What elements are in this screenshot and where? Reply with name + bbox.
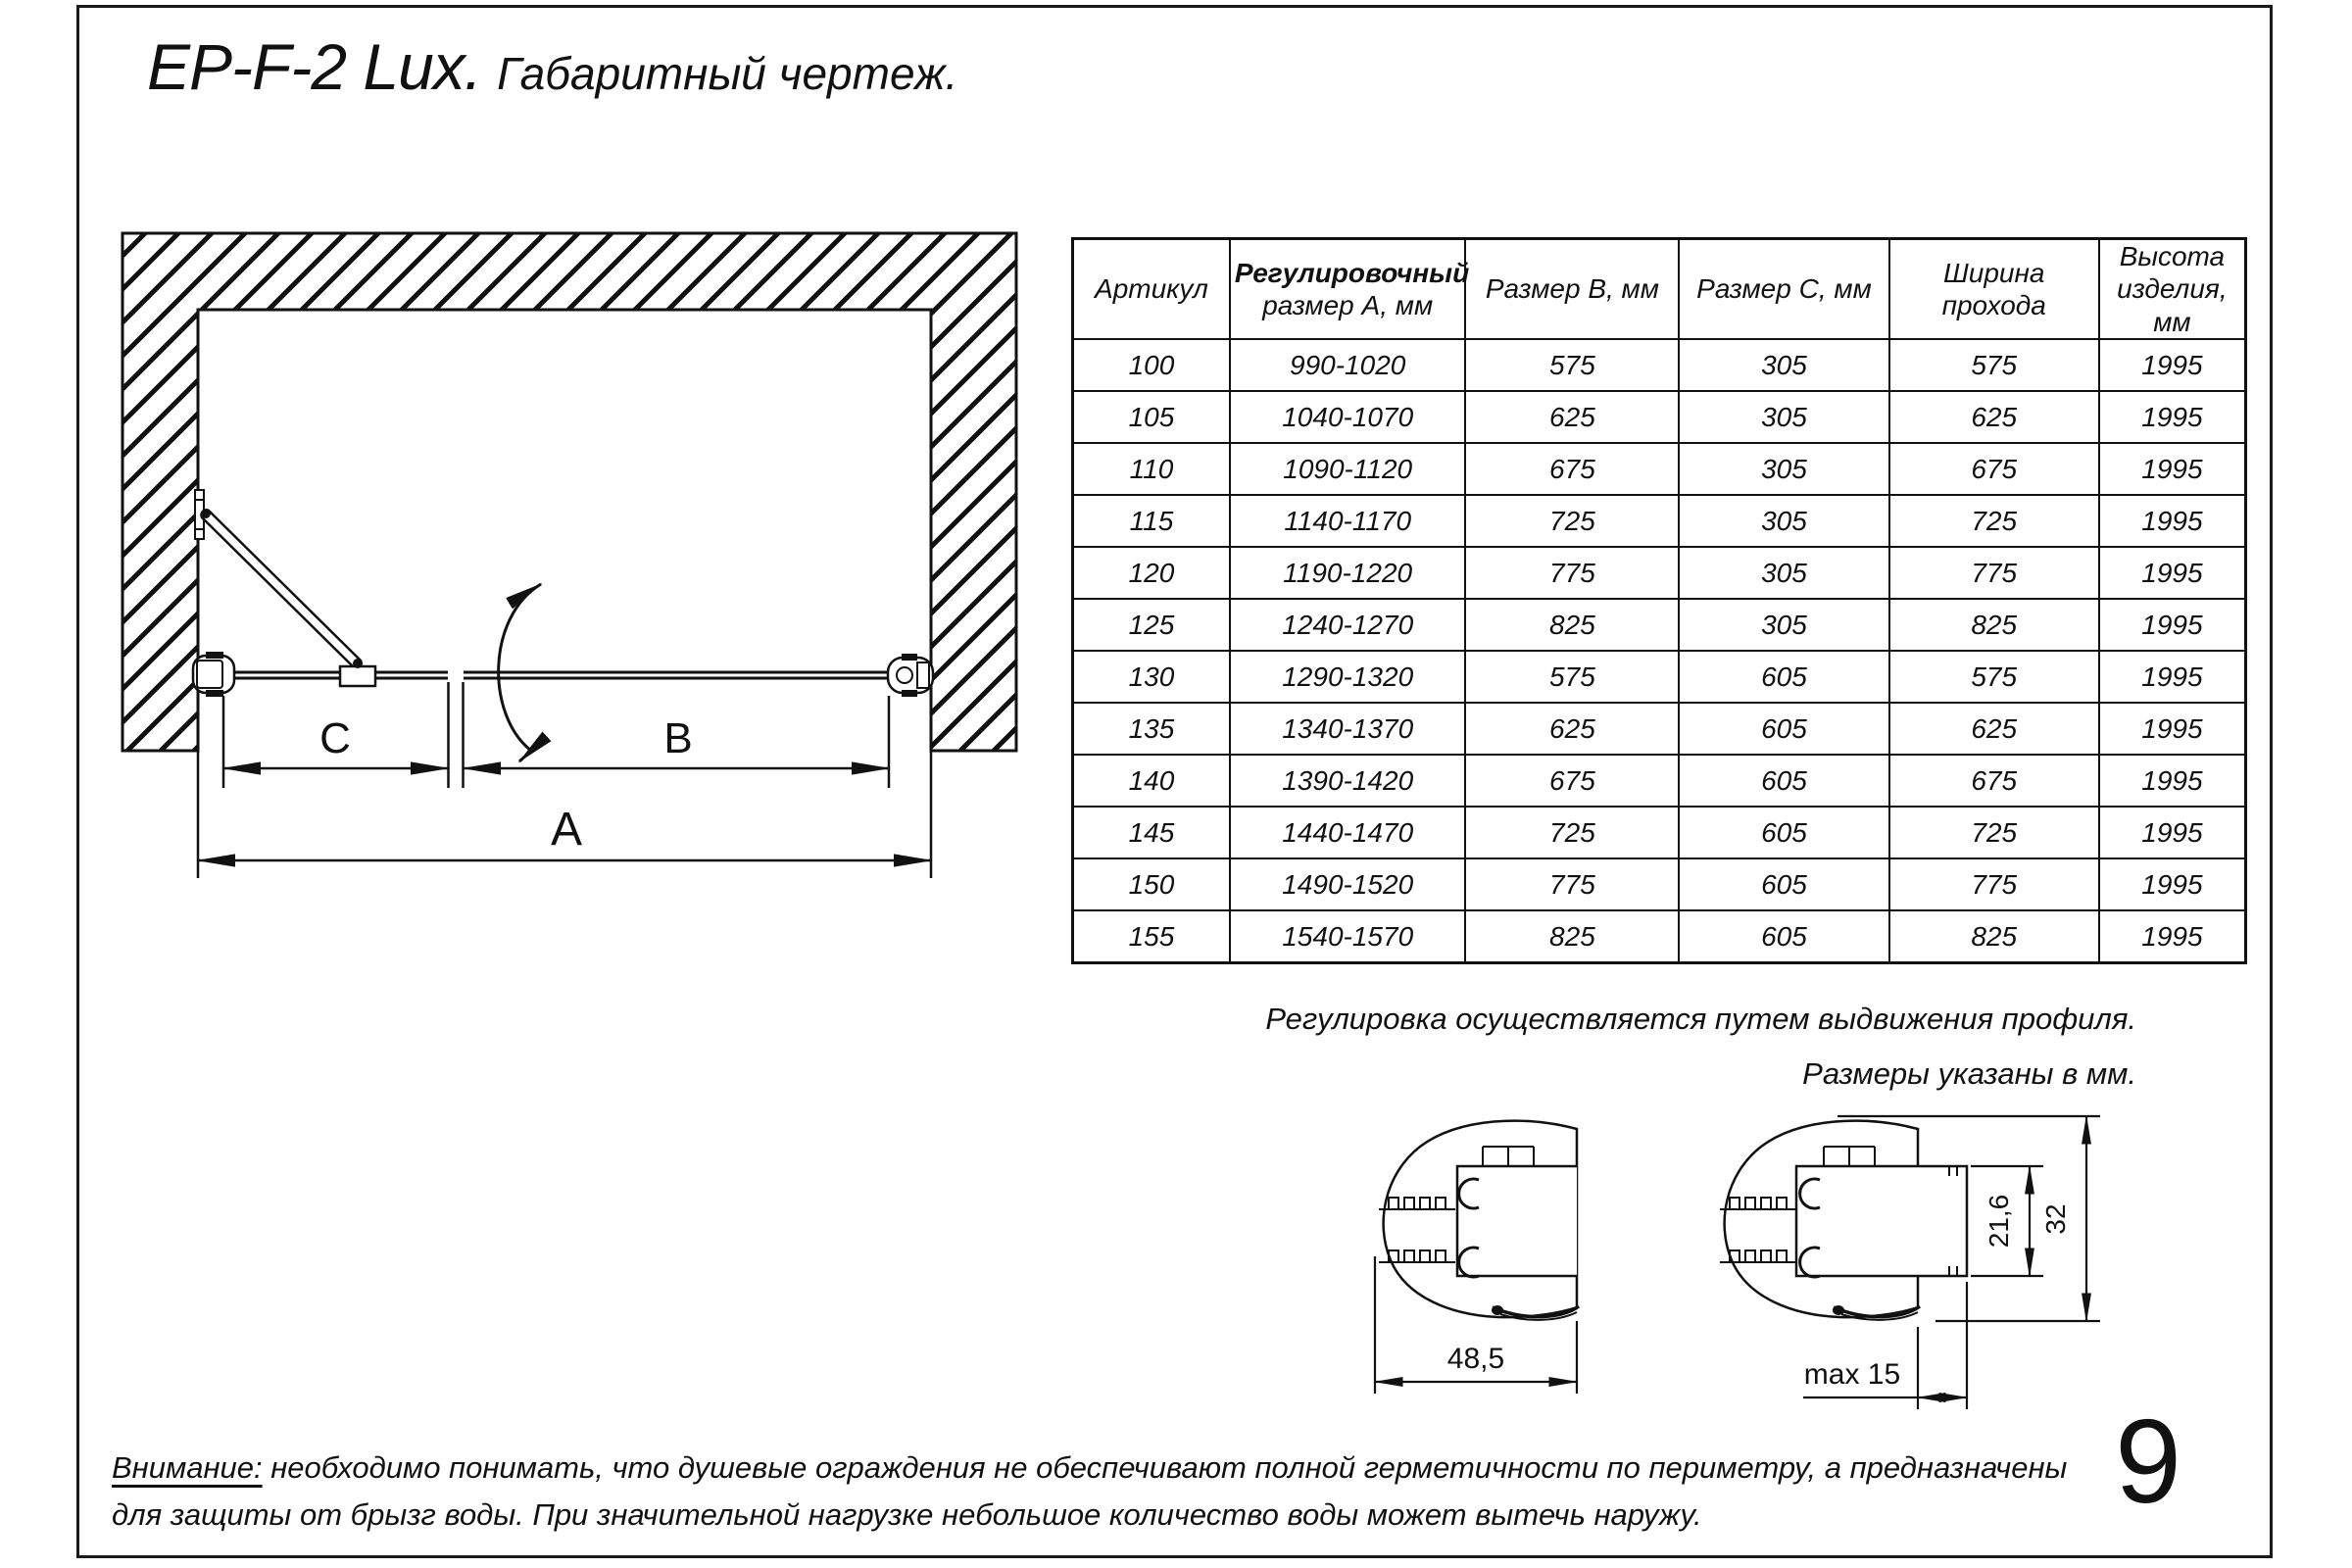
table-cell: 625 (1889, 391, 2099, 443)
table-cell: 775 (1889, 547, 2099, 599)
table-cell: 825 (1889, 599, 2099, 651)
table-cell: 1440-1470 (1230, 807, 1466, 858)
page-number: 9 (2115, 1395, 2181, 1528)
table-cell: 725 (1889, 807, 2099, 858)
size-table-body (1073, 339, 2246, 963)
table-cell: 140 (1073, 755, 1230, 807)
table-cell: 1995 (2099, 703, 2246, 755)
table-cell: 725 (1465, 495, 1679, 547)
table-cell: 305 (1679, 443, 1888, 495)
column-header-adjust-a-line1: Регулировочный (1234, 257, 1470, 288)
table-cell: 675 (1465, 443, 1679, 495)
door-pivot-block (340, 666, 375, 686)
warning-note (112, 1445, 2082, 1539)
table-row (1073, 339, 2246, 391)
table-cell: 125 (1073, 599, 1230, 651)
table-cell: 1995 (2099, 443, 2246, 495)
table-cell: 725 (1465, 807, 1679, 858)
title-caption: Габаритный чертеж. (497, 48, 958, 99)
table-cell: 1995 (2099, 599, 2246, 651)
table-cell: 675 (1889, 755, 2099, 807)
table-cell: 1995 (2099, 547, 2246, 599)
profile-sections (1357, 1100, 2132, 1423)
table-cell: 155 (1073, 910, 1230, 963)
table-cell: 625 (1465, 391, 1679, 443)
table-cell: 605 (1679, 755, 1888, 807)
table-cell: 305 (1679, 495, 1888, 547)
table-row (1073, 547, 2246, 599)
table-cell: 605 (1679, 651, 1888, 703)
table-cell: 305 (1679, 599, 1888, 651)
table-cell: 575 (1889, 651, 2099, 703)
table-cell: 150 (1073, 858, 1230, 910)
adjustment-notes (1117, 992, 2136, 1102)
door-panel-open (201, 510, 361, 667)
installation-drawing (98, 214, 1058, 900)
table-cell: 825 (1889, 910, 2099, 963)
table-cell: 775 (1465, 547, 1679, 599)
table-cell: 1995 (2099, 807, 2246, 858)
size-table-header-row (1073, 239, 2246, 340)
model-name: EP-F-2 Lux. (147, 30, 482, 103)
table-cell: 1040-1070 (1230, 391, 1466, 443)
table-cell: 1995 (2099, 495, 2246, 547)
table-row (1073, 858, 2246, 910)
table-cell: 145 (1073, 807, 1230, 858)
table-row (1073, 391, 2246, 443)
table-cell: 305 (1679, 547, 1888, 599)
warning-line-2: для защиты от брызг воды. При значительной нагрузке небольшое количество воды может вытечь наружу. (112, 1497, 1702, 1533)
dim-label-max-15: max 15 (1803, 1358, 1901, 1391)
table-cell: 605 (1679, 910, 1888, 963)
right-wall-profile (888, 654, 933, 697)
table-cell: 1490-1520 (1230, 858, 1466, 910)
glass-panel-lines (232, 672, 888, 678)
table-cell: 675 (1465, 755, 1679, 807)
table-row (1073, 443, 2246, 495)
note-line-1: Регулировка осуществляется путем выдвижения профиля. (1265, 1002, 2136, 1036)
table-cell: 1140-1170 (1230, 495, 1466, 547)
table-cell: 605 (1679, 703, 1888, 755)
table-cell: 1340-1370 (1230, 703, 1466, 755)
page-title (147, 29, 957, 104)
table-cell: 110 (1073, 443, 1230, 495)
table-cell: 1390-1420 (1230, 755, 1466, 807)
dim-label-21-6: 21,6 (1984, 1194, 2014, 1249)
table-cell: 105 (1073, 391, 1230, 443)
table-cell: 990-1020 (1230, 339, 1466, 391)
table-cell: 1995 (2099, 858, 2246, 910)
profile-section-retracted (1379, 1121, 1579, 1320)
door-bottom-hinge (353, 659, 363, 668)
table-cell: 1995 (2099, 339, 2246, 391)
warning-line-1 (112, 1445, 2082, 1492)
column-header-artikul: Артикул (1073, 239, 1230, 340)
table-row (1073, 755, 2246, 807)
table-cell: 130 (1073, 651, 1230, 703)
table-row (1073, 599, 2246, 651)
warning-label: Внимание: (112, 1450, 263, 1485)
table-cell: 1995 (2099, 910, 2246, 963)
table-cell: 675 (1889, 443, 2099, 495)
table-cell: 725 (1889, 495, 2099, 547)
table-cell: 825 (1465, 910, 1679, 963)
table-cell: 100 (1073, 339, 1230, 391)
dim-label-32: 32 (2040, 1203, 2071, 1235)
table-cell: 625 (1465, 703, 1679, 755)
table-cell: 120 (1073, 547, 1230, 599)
dim-label-c: C (319, 714, 351, 762)
table-cell: 1240-1270 (1230, 599, 1466, 651)
column-header-adjust-a (1230, 239, 1470, 340)
note-line-2: Размеры указаны в мм. (1802, 1055, 2136, 1091)
column-header-size-b: Размер В, мм (1465, 239, 1679, 340)
table-row (1073, 910, 2246, 963)
table-cell: 1995 (2099, 651, 2246, 703)
profile-section-extended (1720, 1121, 1967, 1320)
table-cell: 575 (1465, 651, 1679, 703)
table-row (1073, 703, 2246, 755)
table-cell: 605 (1679, 807, 1888, 858)
table-cell: 1190-1220 (1230, 547, 1466, 599)
table-cell: 1540-1570 (1230, 910, 1466, 963)
table-cell: 625 (1889, 703, 2099, 755)
column-header-height: Высота изделия, мм (2099, 239, 2246, 340)
table-cell: 1290-1320 (1230, 651, 1466, 703)
dim-label-a: A (550, 804, 583, 856)
table-cell: 575 (1465, 339, 1679, 391)
table-cell: 825 (1465, 599, 1679, 651)
table-row (1073, 495, 2246, 547)
table-row (1073, 651, 2246, 703)
size-table (1071, 237, 2247, 964)
column-header-size-c: Размер С, мм (1679, 239, 1888, 340)
table-cell: 1090-1120 (1230, 443, 1466, 495)
table-cell: 605 (1679, 858, 1888, 910)
table-cell: 305 (1679, 339, 1888, 391)
dim-label-48-5: 48,5 (1446, 1343, 1505, 1375)
door-top-hinge (201, 509, 211, 518)
table-cell: 135 (1073, 703, 1230, 755)
warning-line-1-rest: необходимо понимать, что душевые ограждения не обеспечивают полной герметичности по периметру, а предназначены (262, 1450, 2068, 1485)
table-cell: 775 (1465, 858, 1679, 910)
left-wall-profile (193, 652, 234, 697)
table-row (1073, 807, 2246, 858)
table-cell: 1995 (2099, 391, 2246, 443)
table-cell: 305 (1679, 391, 1888, 443)
table-cell: 1995 (2099, 755, 2246, 807)
column-header-adjust-a-line2: размер А, мм (1262, 290, 1434, 320)
table-cell: 775 (1889, 858, 2099, 910)
dim-label-b: B (663, 714, 693, 762)
table-cell: 575 (1889, 339, 2099, 391)
column-header-pass-width: Ширина прохода (1889, 239, 2099, 340)
table-cell: 115 (1073, 495, 1230, 547)
